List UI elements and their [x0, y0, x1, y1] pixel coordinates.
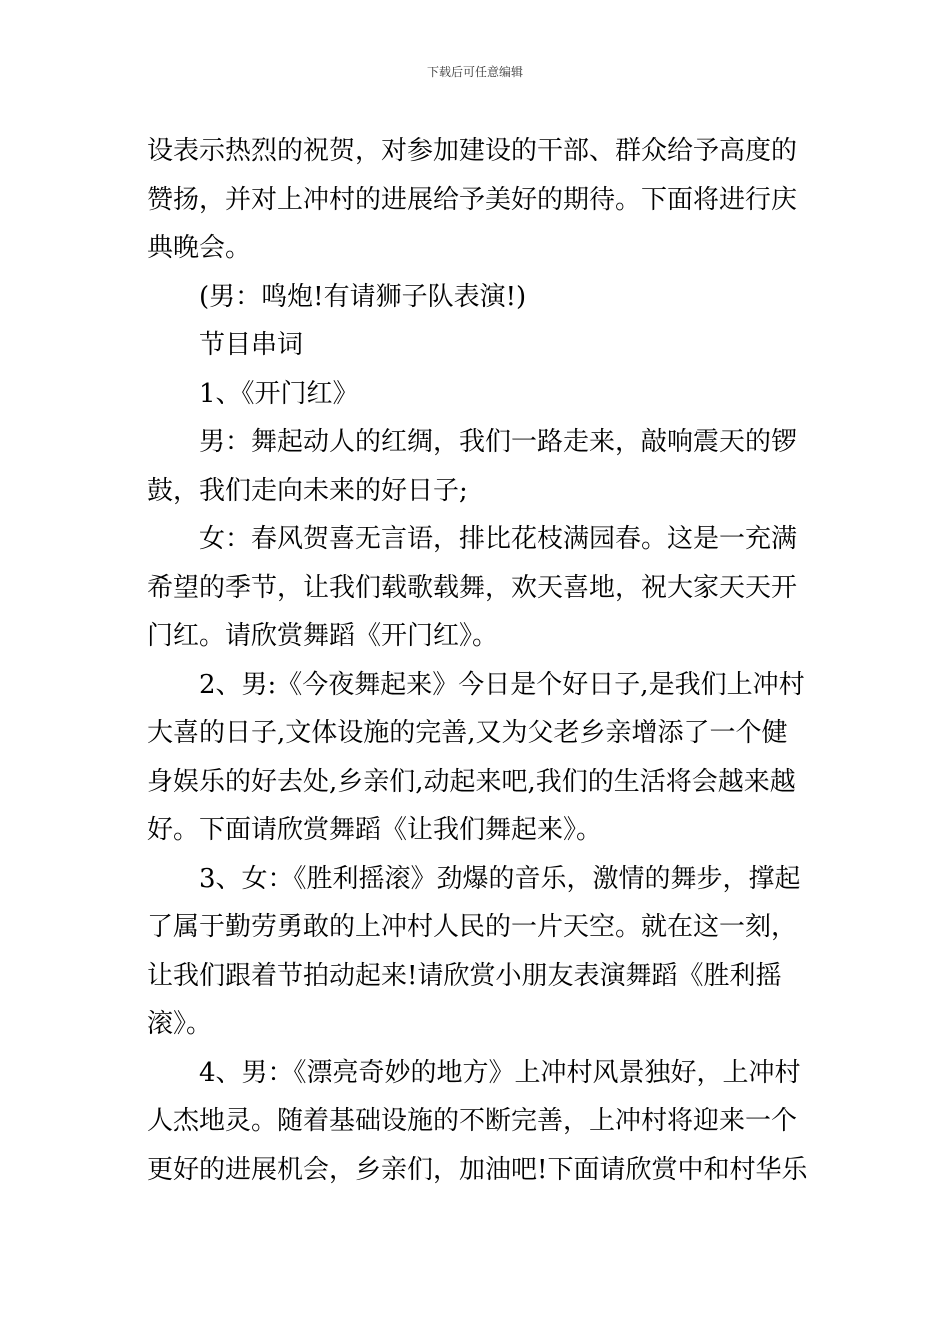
text-line: 大喜的日子,文体设施的完善,又为父老乡亲增添了一个健: [147, 718, 788, 748]
text-line: 希望的季节，让我们载歌载舞，欢天喜地，祝大家天天开: [147, 572, 798, 603]
text-line: 赞扬，并对上冲村的进展给予美好的期待。下面将进行庆: [147, 184, 798, 215]
text-line: 设表示热烈的祝贺，对参加建设的干部、群众给予高度的: [147, 136, 798, 166]
text-line: 让我们跟着节拍动起来!请欣赏小朋友表演舞蹈《胜利摇: [147, 960, 782, 991]
text-line: (男：鸣炮!有请狮子队表演!): [199, 281, 527, 312]
page-header: 下载后可任意编辑: [426, 65, 523, 79]
text-line: 典晚会。: [147, 233, 252, 263]
text-line: 身娱乐的好去处,乡亲们,动起来吧,我们的生活将会越来越: [147, 766, 796, 797]
text-line: 4、男：《漂亮奇妙的地方》上冲村风景独好，上冲村: [199, 1057, 801, 1088]
text-line: 了属于勤劳勇敢的上冲村人民的一片天空。就在这一刻，: [147, 912, 798, 942]
text-line: 更好的进展机会，乡亲们，加油吧!下面请欣赏中和村华乐: [147, 1154, 808, 1185]
text-line: 2、男:《今夜舞起来》今日是个好日子,是我们上冲村: [199, 669, 805, 700]
text-line: 女：春风贺喜无言语，排比花枝满园春。这是一充满: [199, 524, 798, 554]
text-line: 1、《开门红》: [199, 378, 359, 409]
text-line: 鼓，我们走向未来的好日子;: [147, 475, 468, 506]
text-line: 男：舞起动人的红绸，我们一路走来，敲响震天的锣: [199, 427, 798, 457]
text-line: 3、女：《胜利摇滚》劲爆的音乐，激情的舞步，撑起: [199, 863, 801, 894]
document-body: [147, 127, 812, 1194]
text-line: 人杰地灵。随着基础设施的不断完善，上冲村将迎来一个: [147, 1106, 798, 1136]
text-line: 好。下面请欣赏舞蹈《让我们舞起来》。: [147, 815, 603, 845]
text-line: 节目串词: [199, 330, 304, 360]
text-line: 滚》。: [147, 1009, 213, 1039]
text-line: 门红。请欣赏舞蹈《开门红》。: [147, 621, 499, 651]
